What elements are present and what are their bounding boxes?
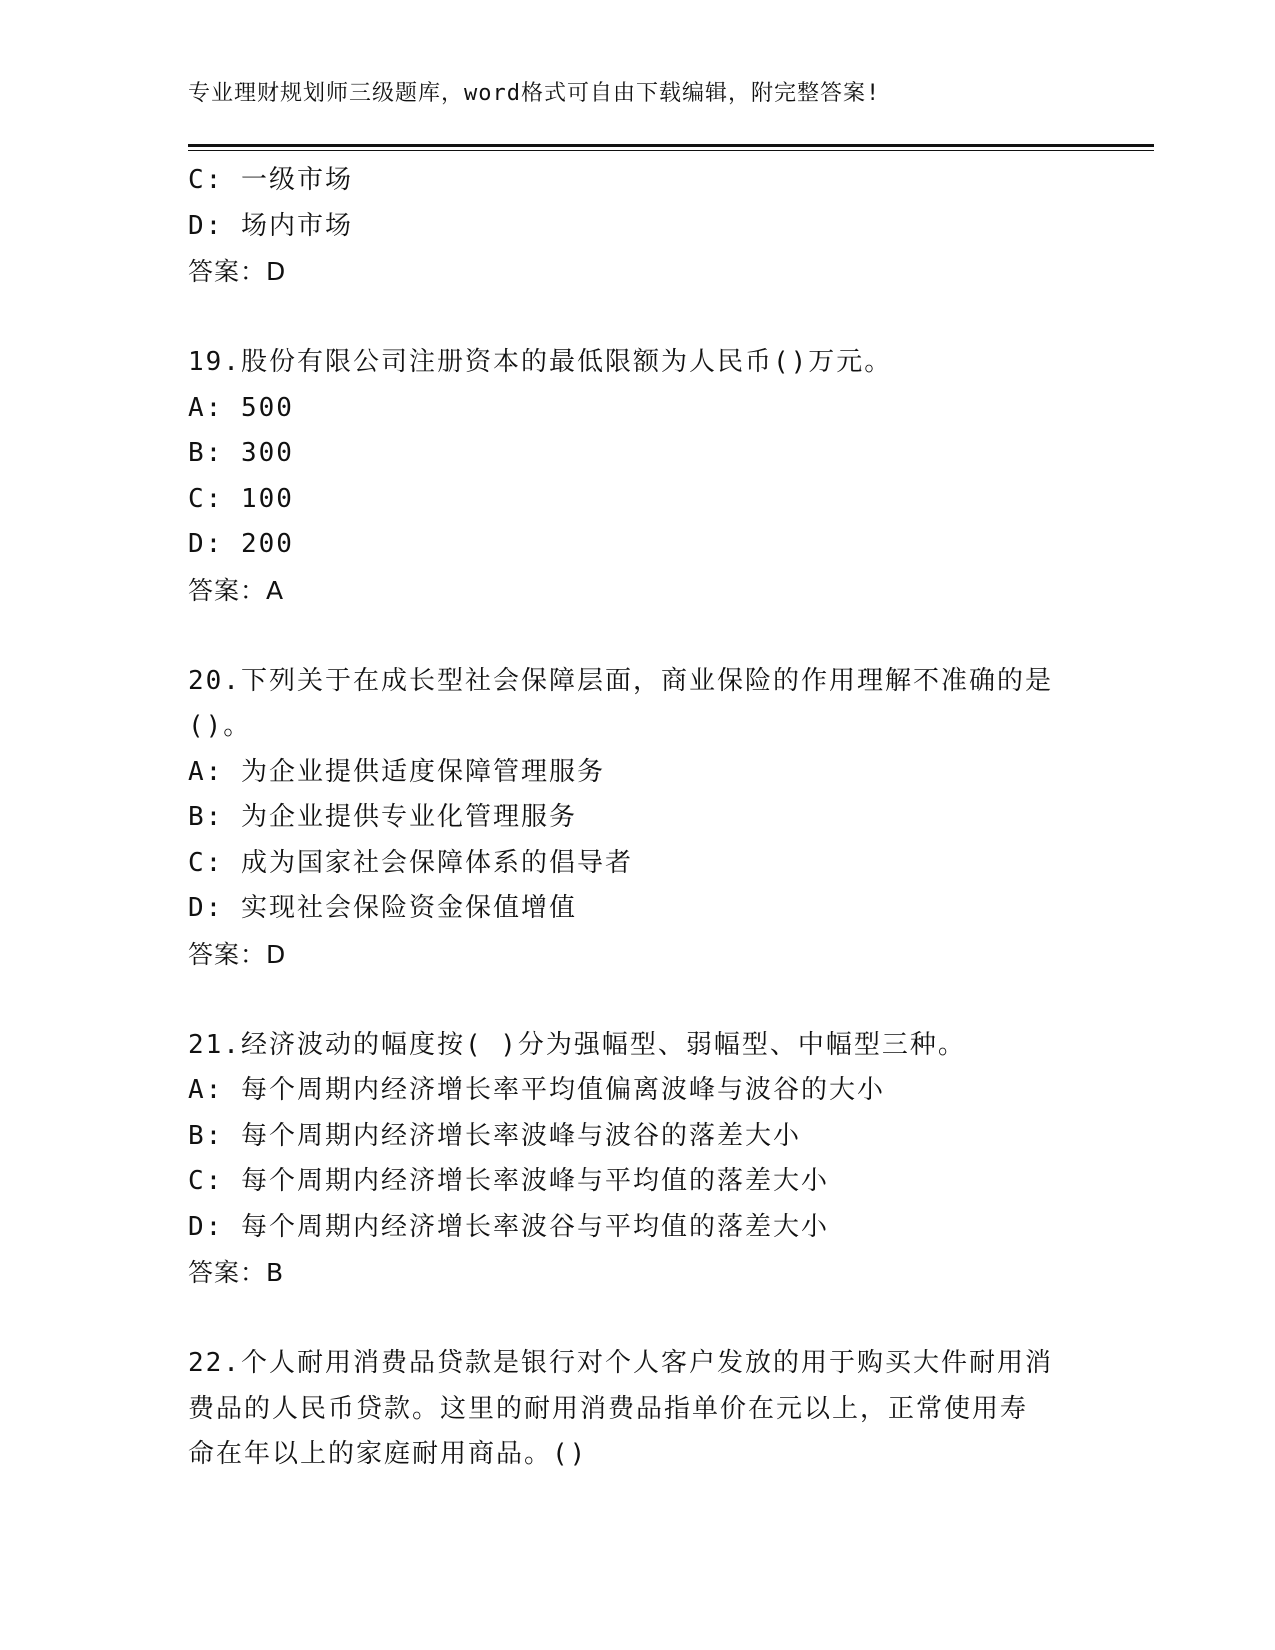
question-20 <box>188 659 1088 978</box>
question-stem-line-1: 20.下列关于在成长型社会保障层面，商业保险的作用理解不准确的是 <box>188 665 1053 696</box>
question-stem: 21.经济波动的幅度按( )分为强幅型、弱幅型、中幅型三种。 <box>188 1029 966 1060</box>
question-stem-line-1: 22.个人耐用消费品贷款是银行对个人客户发放的用于购买大件耐用消 <box>188 1348 1053 1378</box>
answer-line: 答案：D <box>188 939 287 969</box>
header-rule-thick <box>188 144 1154 147</box>
question-content <box>188 158 1088 1478</box>
spacer <box>188 295 1088 341</box>
option-b: B: 每个周期内经济增长率波峰与波谷的落差大小 <box>188 1120 801 1151</box>
option-d: D: 每个周期内经济增长率波谷与平均值的落差大小 <box>188 1211 829 1242</box>
spacer <box>188 1296 1088 1342</box>
option-b: B: 为企业提供专业化管理服务 <box>188 802 577 832</box>
answer-line: 答案：D <box>188 257 287 286</box>
option-c: C: 100 <box>188 483 294 514</box>
option-d: D: 实现社会保险资金保值增值 <box>188 893 577 923</box>
question-stem-line-2: 费品的人民币贷款。这里的耐用消费品指单价在元以上，正常使用寿 <box>188 1393 1029 1424</box>
option-a: A: 500 <box>188 392 294 423</box>
answer-line: 答案：B <box>188 1258 285 1287</box>
option-b: B: 300 <box>188 438 294 468</box>
option-a: A: 每个周期内经济增长率平均值偏离波峰与波谷的大小 <box>188 1075 885 1105</box>
question-stem-line-2: ()。 <box>188 711 252 741</box>
header-rule-thin <box>188 150 1154 151</box>
spacer <box>188 613 1088 659</box>
option-c: C: 每个周期内经济增长率波峰与平均值的落差大小 <box>188 1166 829 1196</box>
answer-line: 答案：A <box>188 575 285 605</box>
question-22 <box>188 1341 1088 1478</box>
option-d: D: 200 <box>188 529 294 559</box>
question-stem-line-3: 命在年以上的家庭耐用商品。() <box>188 1439 588 1469</box>
option-c: C: 成为国家社会保障体系的倡导者 <box>188 847 633 878</box>
question-stem: 19.股份有限公司注册资本的最低限额为人民币()万元。 <box>188 347 893 377</box>
question-18-tail <box>188 158 1088 295</box>
spacer <box>188 977 1088 1023</box>
option-c: C: 一级市场 <box>188 165 353 195</box>
question-21 <box>188 1023 1088 1296</box>
page-header: 专业理财规划师三级题库，word格式可自由下载编辑，附完整答案! <box>188 81 881 106</box>
question-19 <box>188 340 1088 613</box>
option-d: D: 场内市场 <box>188 210 353 241</box>
option-a: A: 为企业提供适度保障管理服务 <box>188 756 605 787</box>
